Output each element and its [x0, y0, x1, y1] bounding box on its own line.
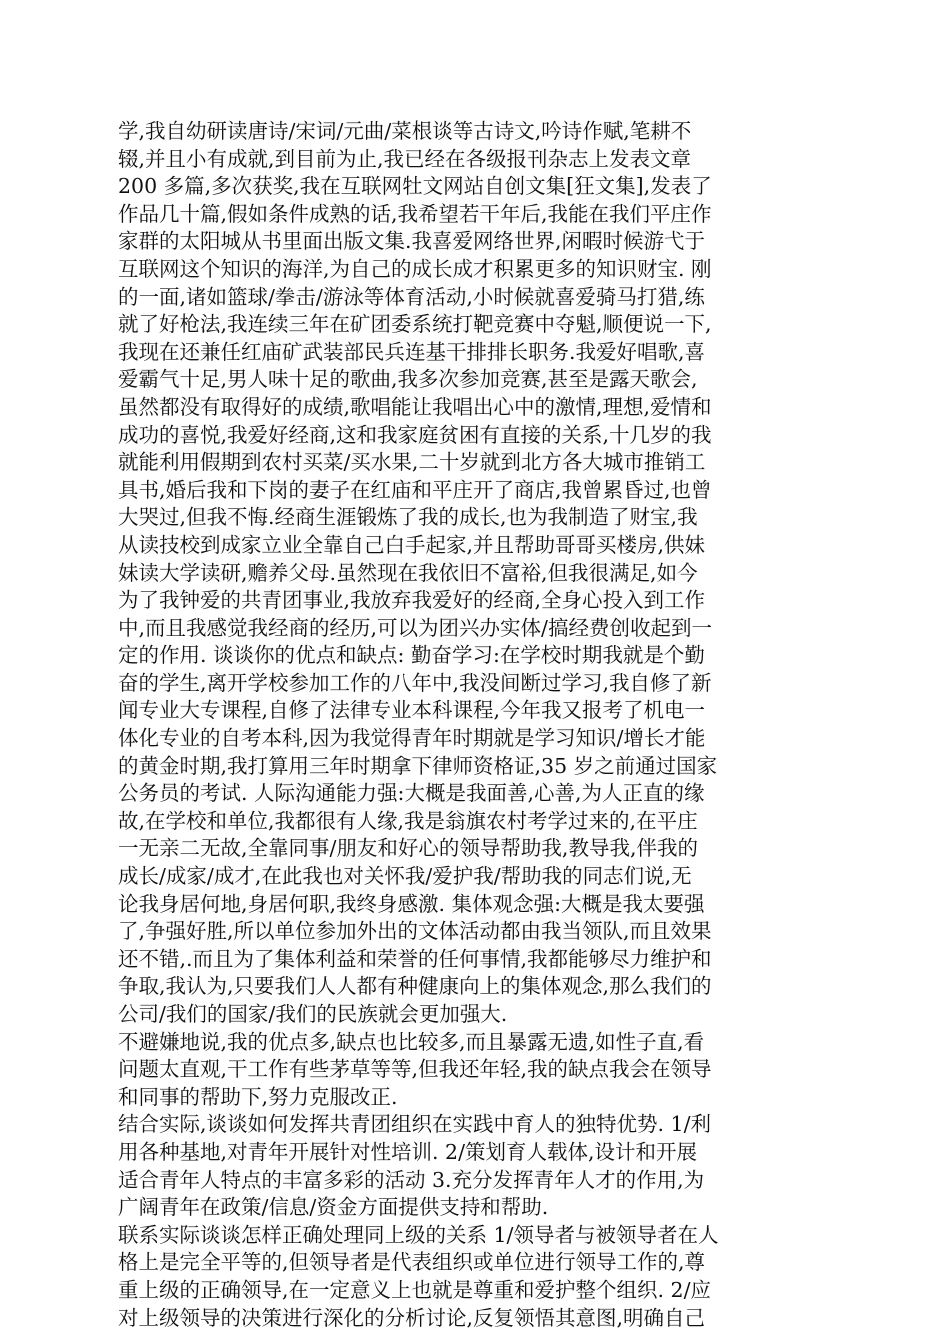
text-line: 我现在还兼任红庙矿武装部民兵连基干排排长职务.我爱好唱歌,喜	[118, 339, 706, 364]
text-line: 广阔青年在政策/信息/资金方面提供支持和帮助.	[118, 1195, 549, 1220]
text-line: 成功的喜悦,我爱好经商,这和我家庭贫困有直接的关系,十几岁的我	[118, 422, 712, 447]
text-line: 还不错,.而且为了集体利益和荣誉的任何事情,我都能够尽力维护和	[118, 946, 712, 971]
text-line: 成长/成家/成才,在此我也对关怀我/爱护我/帮助我的同志们说,无	[118, 864, 692, 889]
text-line: 论我身居何地,身居何职,我终身感激. 集体观念强:大概是我太要强	[118, 891, 705, 916]
text-line: 故,在学校和单位,我都很有人缘,我是翁旗农村考学过来的,在平庄	[118, 808, 698, 833]
text-line: 了,争强好胜,所以单位参加外出的文体活动都由我当领队,而且效果	[118, 919, 712, 944]
text-line: 联系实际谈谈怎样正确处理同上级的关系 1/领导者与被领导者在人	[118, 1222, 719, 1247]
text-line: 为了我钟爱的共青团事业,我放弃我爱好的经商,全身心投入到工作	[118, 588, 706, 613]
text-line: 大哭过,但我不悔.经商生涯锻炼了我的成长,也为我制造了财宝,我	[118, 505, 698, 530]
text-line: 公司/我们的国家/我们的民族就会更加强大.	[118, 1002, 508, 1026]
text-line: 公务员的考试. 人际沟通能力强:大概是我面善,心善,为人正直的缘	[118, 781, 705, 806]
text-line: 问题太直观,干工作有些茅草等等,但我还年轻,我的缺点我会在领导	[118, 1057, 712, 1082]
text-line: 用各种基地,对青年开展针对性培训. 2/策划育人载体,设计和开展	[118, 1139, 698, 1164]
text-line: 不避嫌地说,我的优点多,缺点也比较多,而且暴露无遗,如性子直,看	[118, 1029, 705, 1054]
text-line: 对上级领导的决策进行深化的分析讨论,反复领悟其意图,明确自己	[118, 1305, 706, 1330]
text-line: 爱霸气十足,男人味十足的歌曲,我多次参加竞赛,甚至是露天歌会,	[118, 367, 698, 392]
text-line: 适合青年人特点的丰富多彩的活动 3.充分发挥青年人才的作用,为	[118, 1167, 705, 1192]
text-line: 作品几十篇,假如条件成熟的话,我希望若干年后,我能在我们平庄作	[118, 201, 712, 226]
text-line: 虽然都没有取得好的成绩,歌唱能让我唱出心中的激情,理想,爱情和	[118, 394, 712, 419]
text-line: 结合实际,谈谈如何发挥共青团组织在实践中育人的独特优势. 1/利	[118, 1112, 711, 1137]
text-line: 辍,并且小有成就,到目前为止,我已经在各级报刊杂志上发表文章	[118, 146, 692, 171]
text-line: 争取,我认为,只要我们人人都有种健康向上的集体观念,那么我们的	[118, 974, 712, 999]
text-line: 学,我自幼研读唐诗/宋词/元曲/菜根谈等古诗文,吟诗作赋,笔耕不	[118, 119, 692, 143]
text-line: 中,而且我感觉我经商的经历,可以为团兴办实体/搞经费创收起到一	[118, 615, 712, 640]
text-line: 互联网这个知识的海洋,为自己的成长成才积累更多的知识财宝. 刚	[118, 256, 712, 281]
text-line: 体化专业的自考本科,因为我觉得青年时期就是学习知识/增长才能	[118, 726, 706, 751]
document-body	[118, 118, 818, 1332]
text-line: 奋的学生,离开学校参加工作的八年中,我没间断过学习,我自修了新	[118, 670, 712, 695]
text-line: 200 多篇,多次获奖,我在互联网牡文网站自创文集[狂文集],发表了	[118, 174, 712, 199]
text-line: 的一面,诸如篮球/拳击/游泳等体育活动,小时候就喜爱骑马打猎,练	[118, 284, 705, 309]
text-line: 从读技校到成家立业全靠自己白手起家,并且帮助哥哥买楼房,供妹	[118, 532, 706, 557]
text-line: 妹读大学读研,赡养父母.虽然现在我依旧不富裕,但我很满足,如今	[118, 560, 698, 585]
text-line: 定的作用. 谈谈你的优点和缺点: 勤奋学习:在学校时期我就是个勤	[118, 643, 705, 668]
text-line: 就能利用假期到农村买菜/买水果,二十岁就到北方各大城市推销工	[118, 450, 706, 475]
text-line: 就了好枪法,我连续三年在矿团委系统打靶竞赛中夺魁,顺便说一下,	[118, 312, 712, 337]
text-line: 闻专业大专课程,自修了法律专业本科课程,今年我又报考了机电一	[118, 698, 706, 723]
text-line: 一无亲二无故,全靠同事/朋友和好心的领导帮助我,教导我,伴我的	[118, 836, 698, 861]
text-line: 重上级的正确领导,在一定意义上也就是尊重和爱护整个组织. 2/应	[118, 1277, 711, 1302]
text-line: 具书,婚后我和下岗的妻子在红庙和平庄开了商店,我曾累昏过,也曾	[118, 477, 712, 502]
text-line: 家群的太阳城从书里面出版文集.我喜爱网络世界,闲暇时候游弋于	[118, 229, 706, 254]
text-line: 和同事的帮助下,努力克服改正.	[118, 1084, 398, 1109]
text-line: 的黄金时期,我打算用三年时期拿下律师资格证,35 岁之前通过国家	[118, 753, 718, 778]
text-line: 格上是完全平等的,但领导者是代表组织或单位进行领导工作的,尊	[118, 1250, 706, 1275]
